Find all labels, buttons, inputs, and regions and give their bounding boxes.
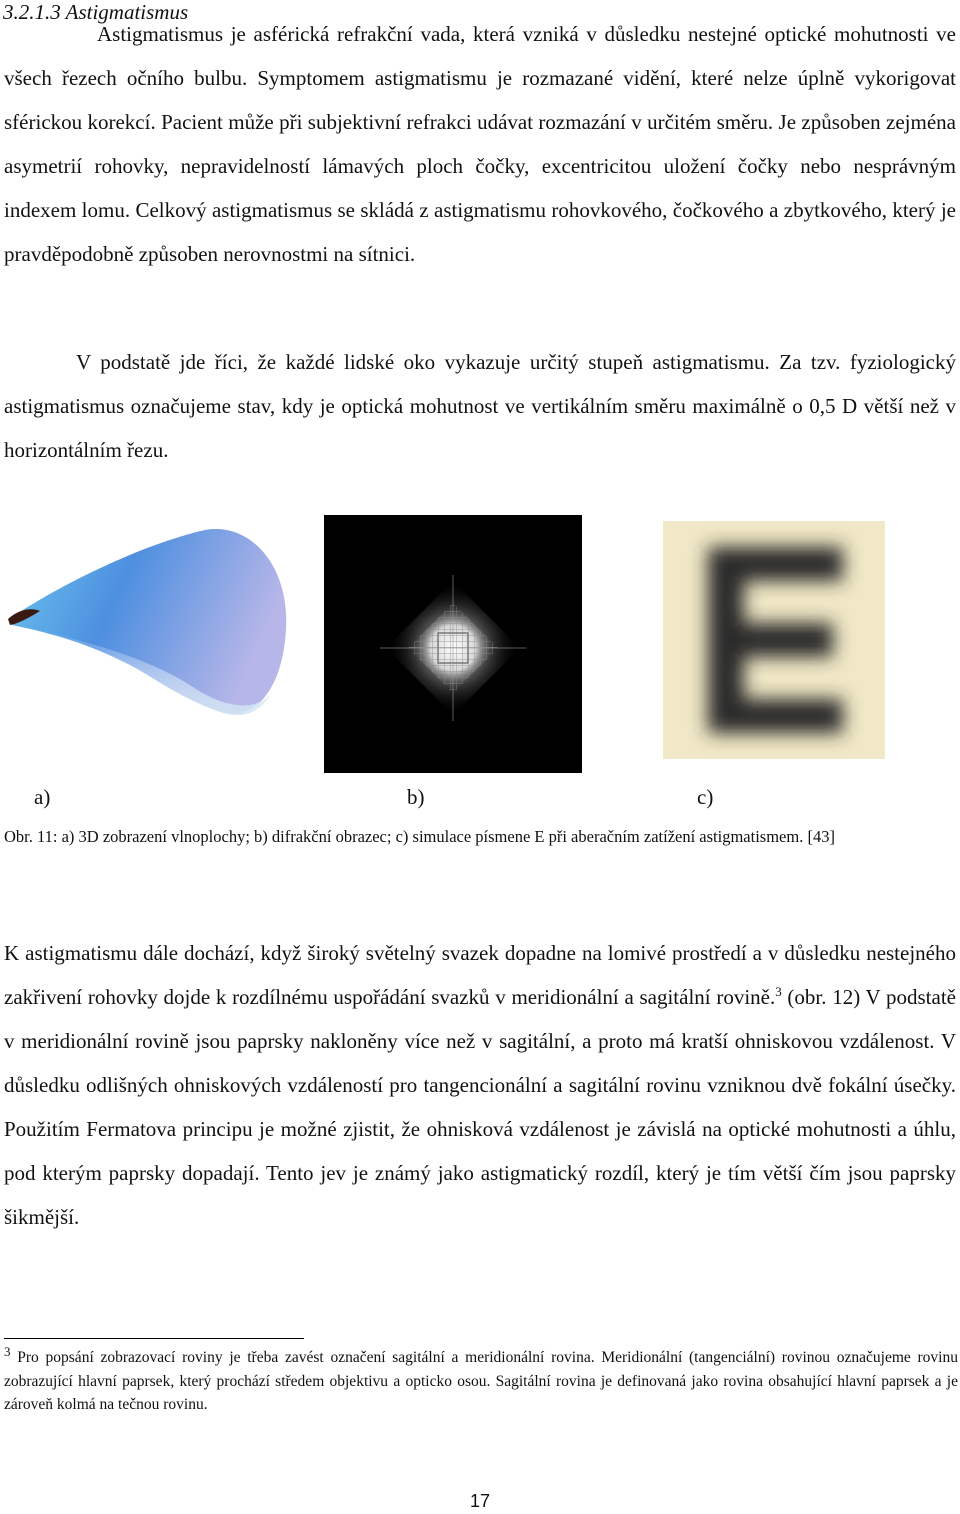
paragraph-astigmatic-difference — [4, 931, 956, 1239]
paragraph-intro: Astigmatismus je asférická refrakční vada, která vzniká v důsledku nestejné optické mohutnosti ve všech řezech očního bulbu. Symptomem astigmatismu je rozmazané vidění, které nelze úplně vykorigovat sférickou korekcí. Pacient může při subjektivní refrakci udávat rozmazání v určitém směru. Je způsoben zejména asymetrií rohovky, nepravidelností lámavých ploch čočky, excentricitou uložení čočky nebo nesprávným indexem lomu. Celkový astigmatismus se skládá z astigmatismu rohovkového, čočkového a zbytkového, který je pravděpodobně způsoben nerovnostmi na sítnici. — [4, 22, 956, 266]
figure-diffraction-pattern — [324, 515, 582, 773]
figure-label-c: c) — [697, 785, 714, 809]
paragraph-text-after-footnote: (obr. 12) V podstatě v meridionální rovině jsou paprsky nakloněny více než v sagitální, a proto má kratší ohniskovou vzdálenost. V důsledku odlišných ohniskových vzdáleností pro tangencionální a sagitální rovinu vzniknou dvě fokální úsečky. Použitím Fermatova principu je možné zjistit, že ohnisková vzdálenost je závislá na optické mohutnosti a úhlu, pod kterým paprsky dopadají. Tento jev je známý jako astigmatický rozdíl, který je tím větší čím jsou paprsky šikmější. — [4, 985, 956, 1229]
figure-label-b: b) — [407, 785, 425, 809]
figure-label-a: a) — [34, 785, 51, 809]
figure-wavefront-3d — [0, 525, 300, 775]
footnote-mark: 3 — [4, 1343, 11, 1359]
footnote-text: Pro popsání zobrazovací roviny je třeba zavést označení sagitální a meridionální rovina. Meridionální (tangenciální) rovinou označujeme rovinu zobrazující hlavní paprsek, který prochází středem objektivu a opticko osou. Sagitální rovina je definovaná jako rovina obsahující hlavní paprsek a je zároveň kolmá na tečnou rovinu. — [4, 1349, 958, 1413]
paragraph-text-before-footnote: K astigmatismu dále dochází, když široký světelný svazek dopadne na lomivé prostředí a v důsledku nestejného zakřivení rohovky dojde k rozdílnému uspořádání svazků v meridionální a sagitální rovině. — [4, 941, 956, 1009]
footnote-divider — [4, 1338, 304, 1339]
figure-blurred-letter-e — [663, 521, 885, 759]
section-heading: 3.2.1.3 Astigmatismus — [3, 0, 189, 24]
figure-caption: Obr. 11: a) 3D zobrazení vlnoplochy; b) difrakční obrazec; c) simulace písmene E při aberačním zatížení astigmatismem. [43] — [4, 827, 835, 846]
footnote-reference: 3 — [775, 984, 782, 999]
footnote — [4, 1343, 958, 1417]
page-number: 17 — [469, 1491, 491, 1511]
paragraph-physiological: V podstatě jde říci, že každé lidské oko vykazuje určitý stupeň astigmatismu. Za tzv. fyziologický astigmatismus označujeme stav, kdy je optická mohutnost ve vertikálním směru maximálně o 0,5 D větší než v horizontálním řezu. — [4, 350, 956, 462]
